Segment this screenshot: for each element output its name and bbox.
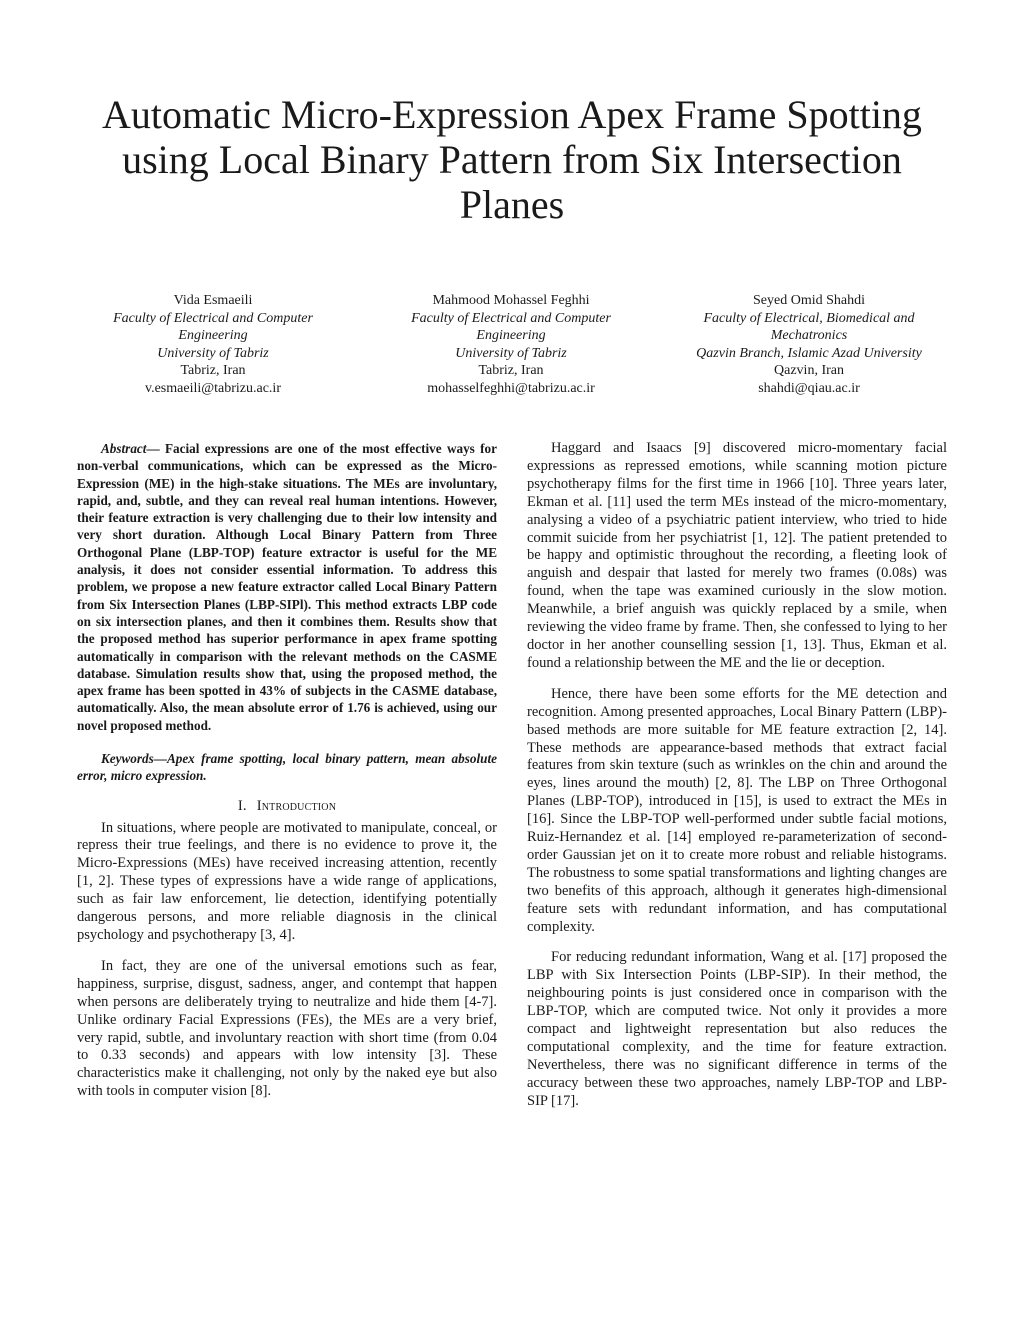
author-affiliation: Mechatronics: [770, 328, 848, 343]
section-title: Introduction: [256, 797, 337, 814]
abstract: [77, 440, 497, 734]
author-affiliation: Qazvin Branch, Islamic Azad University: [696, 345, 922, 361]
section-heading: [77, 798, 497, 816]
title-line: Automatic Micro-Expression Apex Frame Spotting: [102, 92, 922, 137]
abstract-label: Abstract: [101, 441, 147, 456]
author-location: Qazvin, Iran: [774, 363, 844, 378]
author-block: [669, 292, 949, 397]
body-paragraph: In fact, they are one of the universal emotions such as fear, happiness, surprise, disgust, sadness, anger, and contempt that happen when persons are deliberately trying to neutralize and hide them [4-7]. Unlike ordinary Facial Expressions (FEs), the MEs are a very brief, very rapid, subtle, and involuntary reaction with short time (from 0.04 to 0.33 seconds) and appears with low intensity [3]. These characteristics make it challenging, not only by the naked eye but also with tools in computer vision [8].: [77, 957, 497, 1100]
left-column: [77, 440, 497, 1114]
author-block: [73, 292, 353, 397]
author-affiliation: Faculty of Electrical and Computer: [113, 310, 313, 326]
body-paragraph: Hence, there have been some efforts for the ME detection and recognition. Among presented approaches, Local Binary Pattern (LBP)-based methods are more suitable for ME feature extraction [2, 14]. These methods are appearance-based methods that extract facial features from skin texture (such as wrinkles on the chin and around the eyes, lines around the mouth) [2, 8]. The LBP on Three Orthogonal Planes (LBP-TOP), introduced in [15], is used to extract the MEs in [16]. Since the LBP-TOP well-performed under subtle facial motions, Ruiz-Hernandez et al. [14] employed re-parameterization of second-order Gaussian jet on it to create more robust and reliable histograms. The robustness to some spatial transformations and lighting changes are two benefits of this approach, although it generates high-dimensional feature sets with redundant information, and has computational complexity.: [527, 685, 947, 935]
author-affiliation: University of Tabriz: [455, 345, 567, 361]
author-name: Vida Esmaeili: [173, 293, 253, 308]
keywords-label: Keywords—: [101, 751, 167, 767]
author-affiliation: University of Tabriz: [157, 345, 269, 361]
author-block: [371, 292, 651, 397]
abstract-text: Facial expressions are one of the most effective ways for non-verbal communications, which can be expressed as the Micro-Expression (ME) in the high-stake situations. The MEs are involuntary, rapid, and, subtle, and they can reveal real human intentions. However, their feature extraction is very challenging due to their low intensity and very short duration. Although Local Binary Pattern from Three Orthogonal Plane (LBP-TOP) feature extractor is useful for the ME analysis, it does not consider essential information. To address this problem, we propose a new feature extractor called Local Binary Pattern from Six Intersection Planes (LBP-SIPl). This method extracts LBP code on six intersection planes, and then it combines them. Results show that the proposed method has superior performance in apex frame spotting automatically in comparison with the relevant methods on the CASME database. Simulation results show that, using the proposed method, the apex frame has been spotted in 43% of subjects in the CASME database, automatically. Also, the mean absolute error of 1.76 is achieved, using our novel proposed method.: [77, 441, 498, 733]
author-email: v.esmaeili@tabrizu.ac.ir: [145, 380, 281, 396]
author-name: Mahmood Mohassel Feghhi: [432, 293, 590, 308]
author-email: mohasselfeghhi@tabrizu.ac.ir: [427, 380, 595, 396]
author-affiliation: Engineering: [476, 328, 546, 343]
author-location: Tabriz, Iran: [478, 363, 544, 378]
author-affiliation: Faculty of Electrical, Biomedical and: [703, 310, 915, 326]
keywords-text: Apex frame spotting, local binary pattern, mean absolute error, micro expression.: [77, 751, 497, 784]
title-line: Planes: [459, 182, 565, 227]
body-paragraph: In situations, where people are motivated to manipulate, conceal, or repress their true feelings, and there is no evidence to prove it, the Micro-Expressions (MEs) have received increasing attention, recently [1, 2]. These types of expressions have a wide range of applications, such as fair law enforcement, lie detection, identifying potentially dangerous persons, and more reliable diagnosis in the clinical psychology and psychotherapy [3, 4].: [77, 819, 497, 943]
author-email: shahdi@qiau.ac.ir: [758, 380, 860, 396]
author-affiliation: Faculty of Electrical and Computer: [411, 310, 611, 326]
right-column: [527, 440, 947, 1124]
author-name: Seyed Omid Shahdi: [753, 293, 865, 308]
section-number: I.: [237, 797, 247, 814]
paper-title: [60, 92, 964, 227]
keywords: [77, 750, 497, 785]
body-paragraph: Haggard and Isaacs [9] discovered micro-momentary facial expressions as repressed emotions, while scanning motion picture psychotherapy films for the first time in 1966 [10]. Three years later, Ekman et al. [11] used the term MEs instead of the micro-momentary, analysing a video of a psychiatric patient interview, who tried to hide commit suicide from her psychiatrist [1, 12]. The patient pretended to be happy and optimistic throughout the recording, a fleeting look of anguish and despair that lasted for merely two frames (0.08s) was found, when the tape was examined curiously in the slow motion. Meanwhile, a brief anguish was quickly replaced by a smile, when reviewing the video frame by frame. Then, she confessed to lying to her doctor in her another counselling session [1, 13]. Thus, Ekman et al. found a relationship between the ME and the lie or deception.: [527, 440, 947, 671]
author-affiliation: Engineering: [178, 328, 248, 343]
title-line: using Local Binary Pattern from Six Intersection: [122, 137, 902, 182]
abstract-dash: —: [146, 441, 165, 456]
body-paragraph: For reducing redundant information, Wang et al. [17] proposed the LBP with Six Intersection Points (LBP-SIP). In their method, the neighbouring points is just considered once in comparison with the LBP-TOP, which are computed twice. Not only it provides a more compact and lightweight representation but also reduces the computational complexity, and the time for feature extraction. Nevertheless, there was no significant difference in terms of the accuracy between these two approaches, namely LBP-TOP and LBP-SIP [17].: [527, 949, 947, 1109]
author-location: Tabriz, Iran: [180, 363, 246, 378]
